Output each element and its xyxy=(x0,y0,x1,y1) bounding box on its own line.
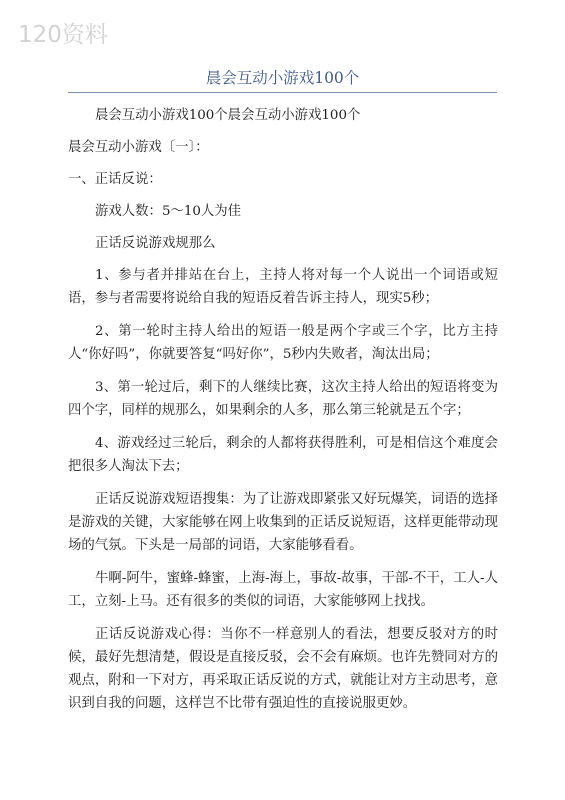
section-heading-game-one: 晨会互动小游戏〔一〕： xyxy=(68,140,209,155)
subheading-reverse-speech: 一、正话反说： xyxy=(68,172,162,187)
page-title: 晨会互动小游戏100个 xyxy=(205,69,360,87)
paragraph-rule-1: 1、参与者并排站在台上，主持人将对每一个人说出一个词语或短语，参与者需要将说给自我的短语反着告诉主持人，现实5秒； xyxy=(68,268,498,306)
watermark-logo: 120资料 xyxy=(18,22,108,48)
paragraph-game-insights: 正话反说游戏心得：当你不一样意别人的看法，想要反驳对方的时候，最好先想清楚，假设是直接反驳，会不会有麻烦。也许先赞同对方的观点，附和一下对方，再采取正话反说的方式，就能让对方主动思考，意识到自我的问题，这样岂不比带有强迫性的直接说服更妙。 xyxy=(68,627,498,711)
title-divider xyxy=(68,92,497,93)
paragraph-rule-4: 4、游戏经过三轮后，剩余的人都将获得胜利，可是相信这个难度会把很多人淘汰下去； xyxy=(68,436,498,474)
paragraph-rules-heading: 正话反说游戏规那么 xyxy=(95,236,216,251)
paragraph-player-count: 游戏人数：5～10人为佳 xyxy=(95,204,242,219)
paragraph-phrase-examples: 牛啊-阿牛，蜜蜂-蜂蜜，上海-海上，事故-故事，干部-不干，工人-人工，立刻-上马。还有很多的类似的词语，大家能够网上找找。 xyxy=(68,571,498,609)
paragraph-phrase-collection: 正话反说游戏短语搜集：为了让游戏即紧张又好玩爆笑，词语的选择是游戏的关键，大家能够在网上收集到的正话反说短语，这样更能带动现场的气氛。下头是一局部的词语，大家能够看看。 xyxy=(68,492,498,553)
paragraph-rule-2: 2、第一轮时主持人给出的短语一般是两个字或三个字，比方主持人“你好吗”，你就要答复“吗好你”，5秒内失败者，淘汰出局； xyxy=(68,324,498,362)
paragraph-intro: 晨会互动小游戏100个晨会互动小游戏100个 xyxy=(95,108,361,123)
document-body xyxy=(68,104,498,715)
paragraph-rule-3: 3、第一轮过后，剩下的人继续比赛，这次主持人给出的短语将变为四个字，同样的规那么，如果剩余的人多，那么第三轮就是五个字； xyxy=(68,380,498,418)
